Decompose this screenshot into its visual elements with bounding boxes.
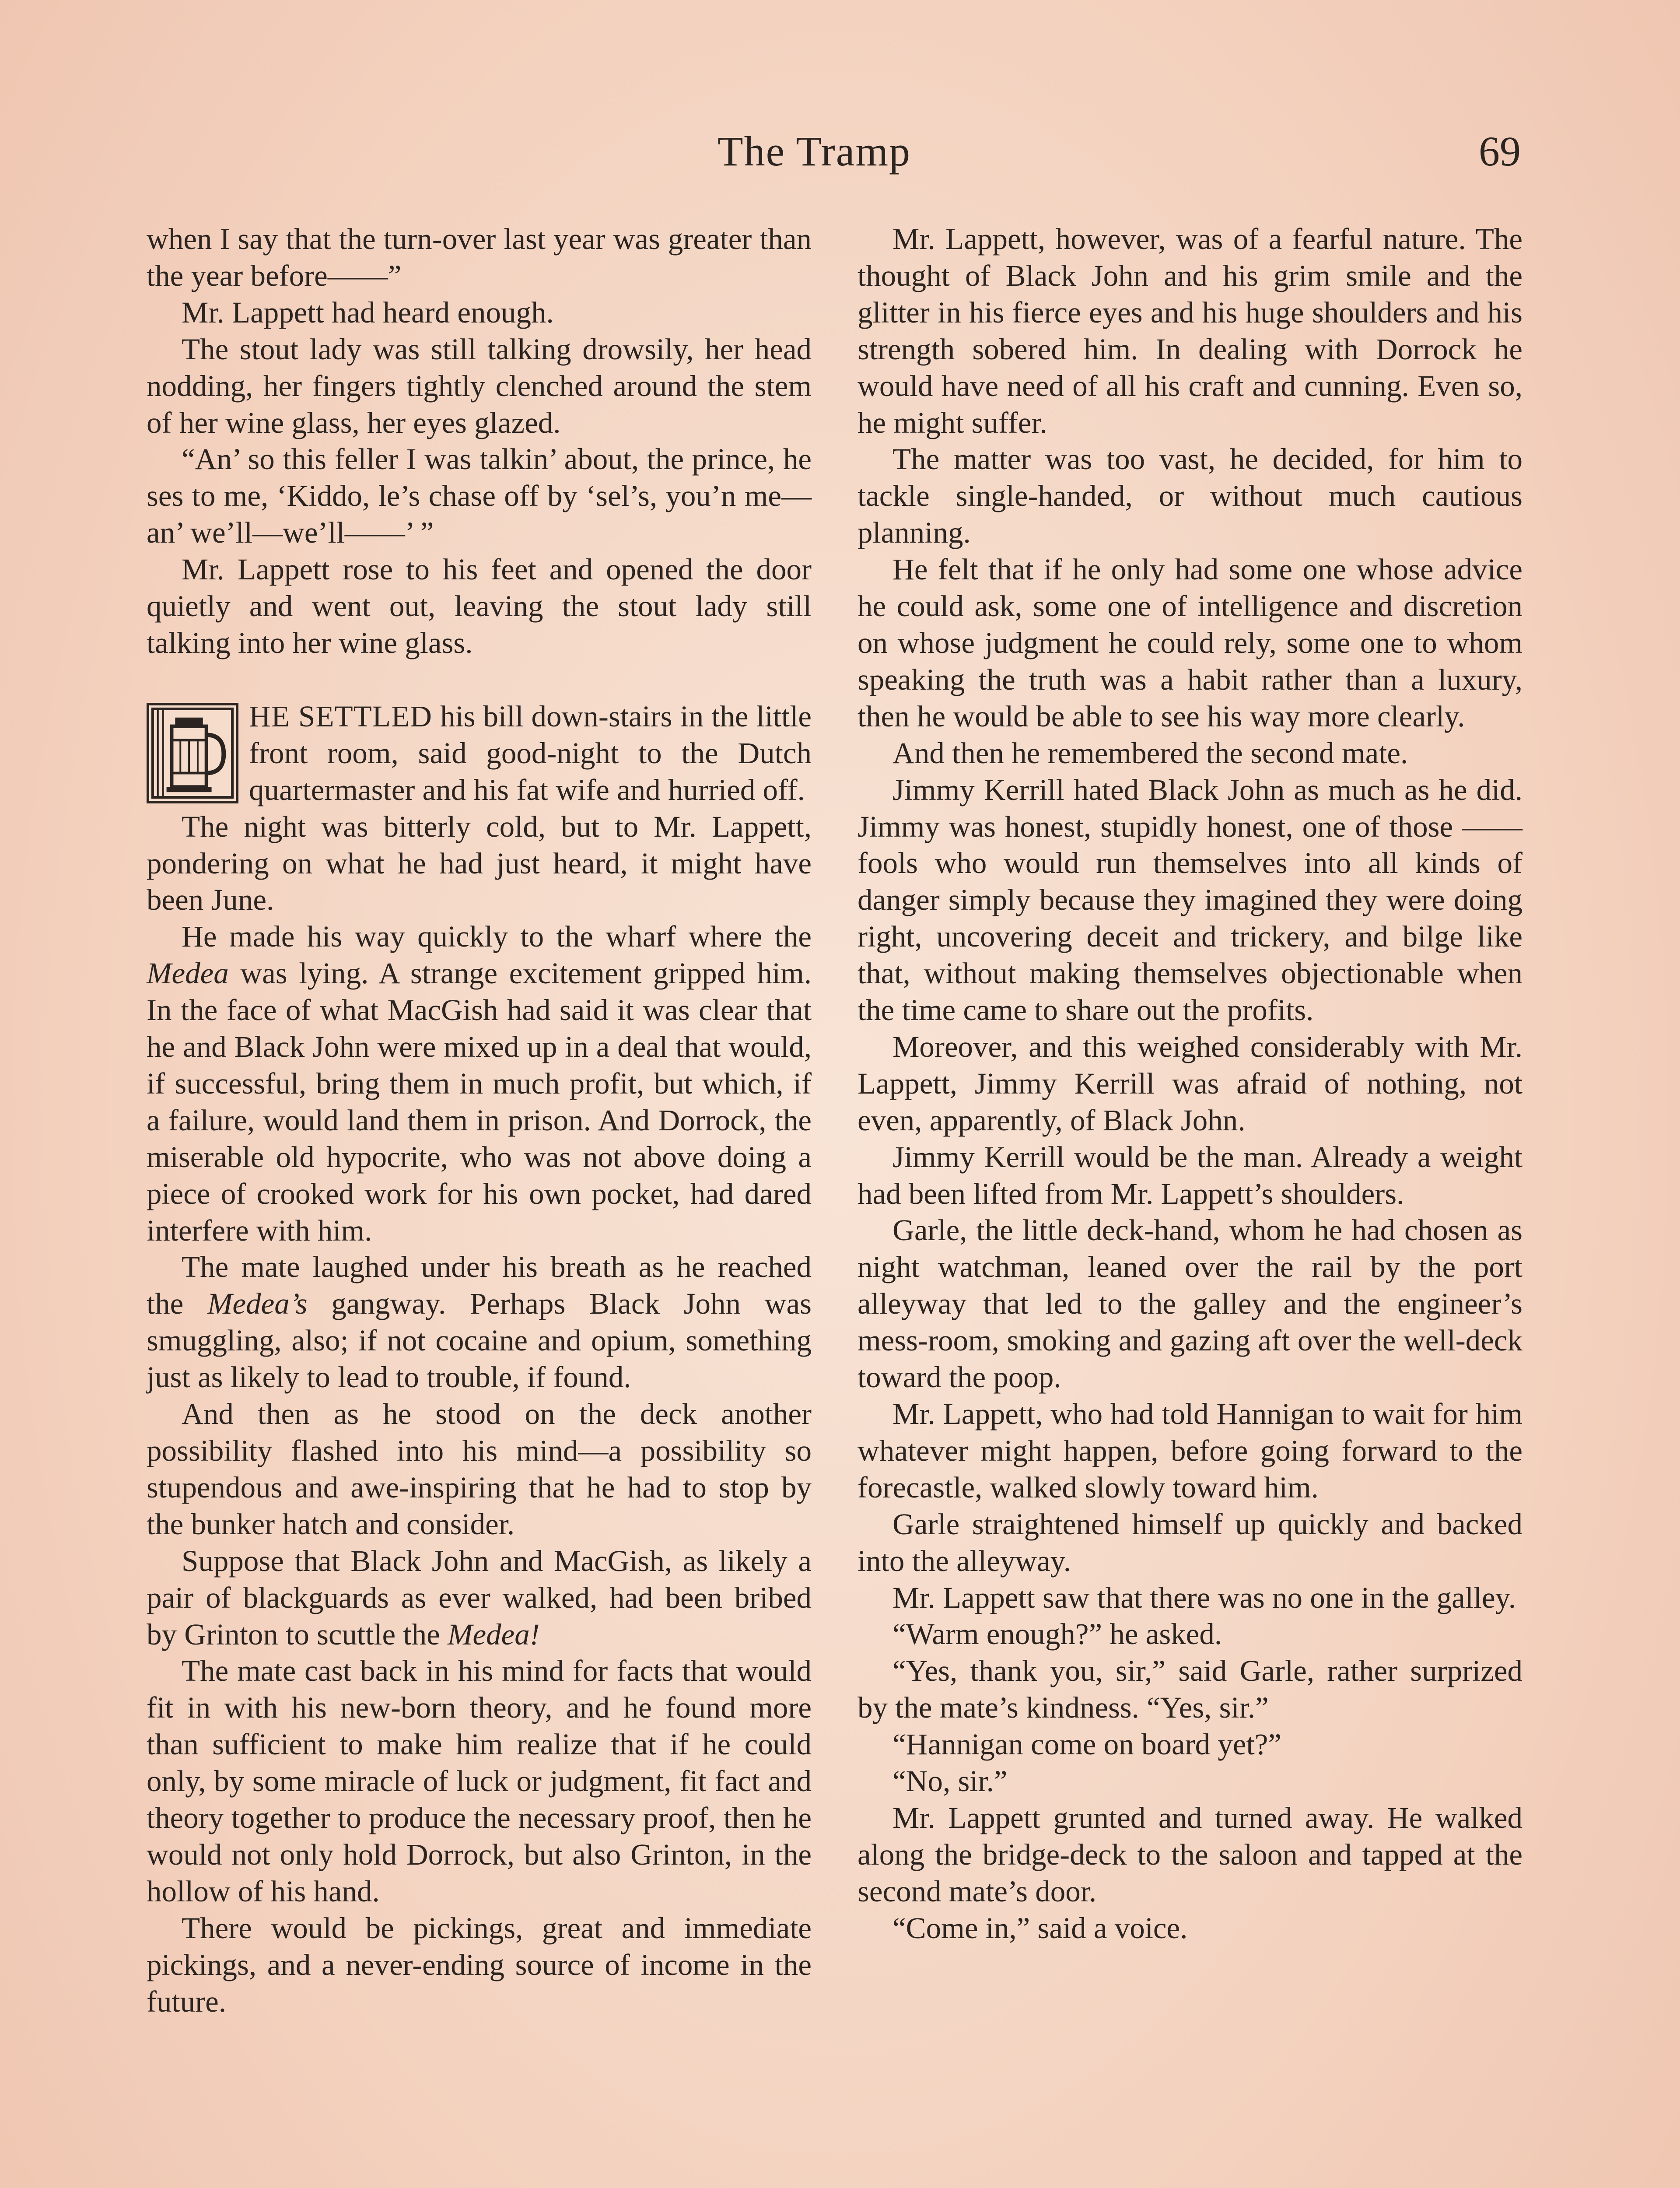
running-title: The Tramp xyxy=(718,128,911,175)
paragraph: “Yes, thank you, sir,” said Garle, rather surprized by the mate’s kindness. “Yes, sir.” xyxy=(858,1654,1522,1725)
paragraph: Garle straightened himself up quickly and backed into the alleyway. xyxy=(858,1507,1522,1578)
paragraph: “An’ so this feller I was talkin’ about, the prince, he ses to me, ‘Kiddo, le’s chase off by ‘sel’s, you’n me—an’ we’ll—we’ll——’ ” xyxy=(147,442,812,550)
paragraph: “Hannigan come on board yet?” xyxy=(892,1728,1281,1761)
paragraph: There would be pickings, great and immediate pickings, and a never-ending source of income in the future. xyxy=(147,1911,812,2018)
paragraph: Moreover, and this weighed considerably with Mr. Lappett, Jimmy Kerrill was afraid of nothing, not even, apparently, of Black John. xyxy=(858,1030,1522,1137)
paragraph: The stout lady was still talking drowsily, her head nodding, her fingers tightly clenched around the stem of her wine glass, her eyes glazed. xyxy=(147,332,812,439)
paragraph-text: his bill down-stairs in the little front room, said good-night to the Dutch quartermaster and his fat wife and hurried off. xyxy=(249,699,812,806)
paragraph: The mate laughed under his breath as he reached the Medea’s gangway. Perhaps Black John was smuggling, also; if not cocaine and opium, something just as likely to lead to trouble, if found. xyxy=(147,1250,812,1394)
paragraph: He felt that if he only had some one whose advice he could ask, some one of intelligence and discretion on whose judgment he could rely, some one to whom speaking the truth was a habit rather than a luxury, then he would be able to see his way more clearly. xyxy=(858,553,1522,733)
paragraph: The night was bitterly cold, but to Mr. Lappett, pondering on what he had just heard, it might have been June. xyxy=(147,810,812,917)
section-start-paragraph xyxy=(147,698,812,809)
paragraph: Mr. Lappett, who had told Hannigan to wait for him whatever might happen, before going forward to the forecastle, walked slowly toward him. xyxy=(858,1397,1522,1504)
section-lead-words: HE SETTLED xyxy=(249,699,432,733)
paragraph: The mate cast back in his mind for facts that would fit in with his new-born theory, and he found more than sufficient to make him realize that if he could only, by some miracle of luck or judgment, fit fact and theory together to produce the necessary proof, then he would not only hold Dorrock, but also Grinton, in the hollow of his hand. xyxy=(147,1654,812,1908)
paragraph: when I say that the turn-over last year was greater than the year before——” xyxy=(147,222,812,292)
paragraph: Suppose that Black John and MacGish, as likely a pair of blackguards as ever walked, had been bribed by Grinton to scuttle the Medea! xyxy=(147,1544,812,1651)
paragraph: Mr. Lappett saw that there was no one in the galley. xyxy=(892,1581,1516,1614)
tankard-icon xyxy=(147,703,238,803)
paragraph: And then as he stood on the deck another possibility flashed into his mind—a possibility so stupendous and awe-inspiring that he had to stop by the bunker hatch and consider. xyxy=(147,1397,812,1541)
paragraph: Jimmy Kerrill hated Black John as much as he did. Jimmy was honest, stupidly honest, one of those —— fools who would run themselves into all kinds of danger simply because they imagined they were doing right, uncovering deceit and trickery, and bilge like that, without making themselves objectionable when the time came to share out the profits. xyxy=(858,773,1522,1027)
right-column xyxy=(858,221,1522,1947)
paragraph: The matter was too vast, he decided, for him to tackle single-handed, or without much cautious planning. xyxy=(858,442,1522,550)
paragraph: And then he remembered the second mate. xyxy=(892,736,1408,770)
paragraph: “Warm enough?” he asked. xyxy=(892,1617,1222,1651)
paragraph: Jimmy Kerrill would be the man. Already a weight had been lifted from Mr. Lappett’s shoulders. xyxy=(858,1140,1522,1210)
paragraph: “No, sir.” xyxy=(892,1764,1008,1798)
page-number: 69 xyxy=(1479,128,1521,175)
paragraph: Mr. Lappett, however, was of a fearful nature. The thought of Black John and his grim smile and the glitter in his fierce eyes and his huge shoulders and his strength sobered him. In dealing with Dorrock he would have need of all his craft and cunning. Even so, he might suffer. xyxy=(858,222,1522,439)
paragraph: Garle, the little deck-hand, whom he had chosen as night watchman, leaned over the rail by the port alleyway that led to the galley and the engineer’s mess-room, smoking and gazing aft over the well-deck toward the poop. xyxy=(858,1213,1522,1394)
paragraph: Mr. Lappett rose to his feet and opened the door quietly and went out, leaving the stout lady still talking into her wine glass. xyxy=(147,553,812,659)
paragraph: Mr. Lappett grunted and turned away. He walked along the bridge-deck to the saloon and tapped at the second mate’s door. xyxy=(858,1801,1522,1908)
paragraph: He made his way quickly to the wharf where the Medea was lying. A strange excitement gripped him. In the face of what MacGish had said it was clear that he and Black John were mixed up in a deal that would, if successful, bring them in much profit, but which, if a failure, would land them in prison. And Dorrock, the miserable old hypocrite, who was not above doing a piece of crooked work for his own pocket, had dared interfere with him. xyxy=(147,920,812,1247)
left-column xyxy=(147,221,812,2020)
paragraph: Mr. Lappett had heard enough. xyxy=(182,295,554,329)
paragraph: “Come in,” said a voice. xyxy=(892,1911,1188,1945)
